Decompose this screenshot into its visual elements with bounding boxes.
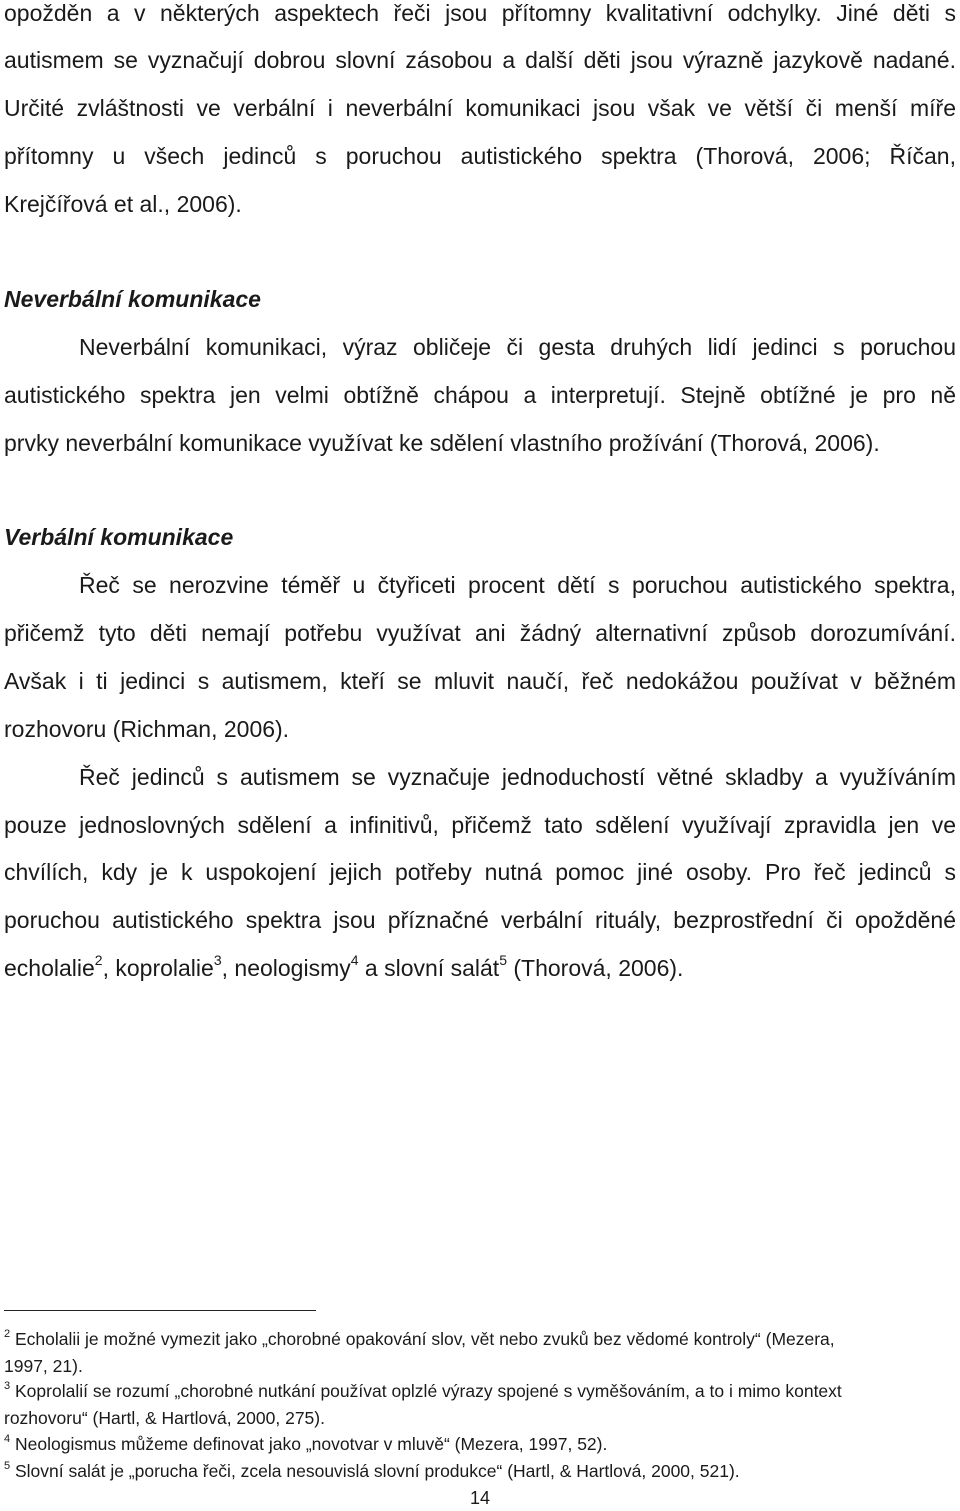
footnote-number: 4 bbox=[4, 1433, 11, 1446]
text-segment: , koprolalie bbox=[102, 955, 214, 981]
footnote-separator bbox=[4, 1310, 316, 1311]
text-segment: a slovní salát bbox=[358, 955, 500, 981]
section-heading-verbal: Verbální komunikace bbox=[4, 524, 234, 550]
body-text-line: přičemž tyto děti nemají potřebu využívat ani žádný alternativní způsob dorozumívání. bbox=[4, 620, 956, 646]
body-text-line: prvky neverbální komunikace využívat ke sdělení vlastního prožívání (Thorová, 2006). bbox=[4, 430, 880, 456]
footnote-5 bbox=[4, 1460, 956, 1482]
body-text-line: přítomny u všech jedinců s poruchou autistického spektra (Thorová, 2006; Říčan, bbox=[4, 143, 956, 169]
body-text-line: rozhovoru (Richman, 2006). bbox=[4, 716, 290, 742]
text-segment: (Thorová, 2006). bbox=[506, 955, 684, 981]
footnote-2-cont: 1997, 21). bbox=[4, 1356, 83, 1376]
body-text-line: Řeč jedinců s autismem se vyznačuje jednoduchostí větné skladby a využíváním bbox=[79, 764, 956, 790]
body-text-line: Určité zvláštnosti ve verbální i neverbální komunikaci jsou však ve větší či menší míře bbox=[4, 95, 956, 121]
footnote-4 bbox=[4, 1433, 956, 1455]
footnote-3 bbox=[4, 1380, 956, 1402]
body-text-line: Avšak i ti jedinci s autismem, kteří se mluvit naučí, řeč nedokážou používat v běžném bbox=[4, 668, 956, 694]
footnote-text: Slovní salát je „porucha řeči, zcela nesouvislá slovní produkce“ (Hartl, & Hartlová, 2000, 521). bbox=[15, 1461, 740, 1481]
body-text-line: chvílích, kdy je k uspokojení jejich potřeby nutná pomoc jiné osoby. Pro řeč jedinců s bbox=[4, 859, 956, 885]
footnote-3-cont: rozhovoru“ (Hartl, & Hartlová, 2000, 275). bbox=[4, 1408, 325, 1428]
footnote-text: Koprolalií se rozumí „chorobné nutkání používat oplzlé výrazy spojené s vyměšováním, a to i mimo kontext bbox=[15, 1381, 842, 1401]
body-text-line: Krejčířová et al., 2006). bbox=[4, 191, 242, 217]
section-heading-nonverbal: Neverbální komunikace bbox=[4, 286, 261, 312]
footnote-ref-5[interactable]: 5 bbox=[499, 952, 507, 969]
text-segment: echolalie bbox=[4, 955, 95, 981]
body-text-line: opožděn a v některých aspektech řeči jsou přítomny kvalitativní odchylky. Jiné děti s bbox=[4, 0, 956, 26]
body-text-line: poruchou autistického spektra jsou příznačné verbální rituály, bezprostřední či opožděné bbox=[4, 907, 956, 933]
footnote-number: 2 bbox=[4, 1328, 11, 1341]
body-text-line-with-footnote-refs bbox=[4, 953, 956, 983]
body-text-line: autismem se vyznačují dobrou slovní zásobou a další děti jsou výrazně jazykově nadané. bbox=[4, 47, 956, 73]
footnote-number: 5 bbox=[4, 1460, 11, 1473]
footnote-ref-3[interactable]: 3 bbox=[213, 952, 222, 969]
body-text-line: pouze jednoslovných sdělení a infinitivů, přičemž tato sdělení využívají zpravidla jen ve bbox=[4, 812, 956, 838]
footnote-ref-2[interactable]: 2 bbox=[94, 952, 103, 969]
footnote-number: 3 bbox=[4, 1380, 11, 1393]
footnote-ref-4[interactable]: 4 bbox=[350, 952, 359, 969]
body-text-line: autistického spektra jen velmi obtížně chápou a interpretují. Stejně obtížné je pro ně bbox=[4, 382, 956, 408]
text-segment: , neologismy bbox=[221, 955, 351, 981]
footnote-text: Echolalii je možné vymezit jako „chorobné opakování slov, vět nebo zvuků bez vědomé kontroly“ (Mezera, bbox=[15, 1329, 835, 1349]
footnote-2 bbox=[4, 1328, 956, 1350]
page-number: 14 bbox=[469, 1488, 491, 1508]
footnote-text: Neologismus můžeme definovat jako „novotvar v mluvě“ (Mezera, 1997, 52). bbox=[15, 1434, 608, 1454]
body-text-line: Řeč se nerozvine téměř u čtyřiceti procent dětí s poruchou autistického spektra, bbox=[79, 572, 956, 598]
body-text-line: Neverbální komunikaci, výraz obličeje či gesta druhých lidí jedinci s poruchou bbox=[79, 334, 956, 360]
